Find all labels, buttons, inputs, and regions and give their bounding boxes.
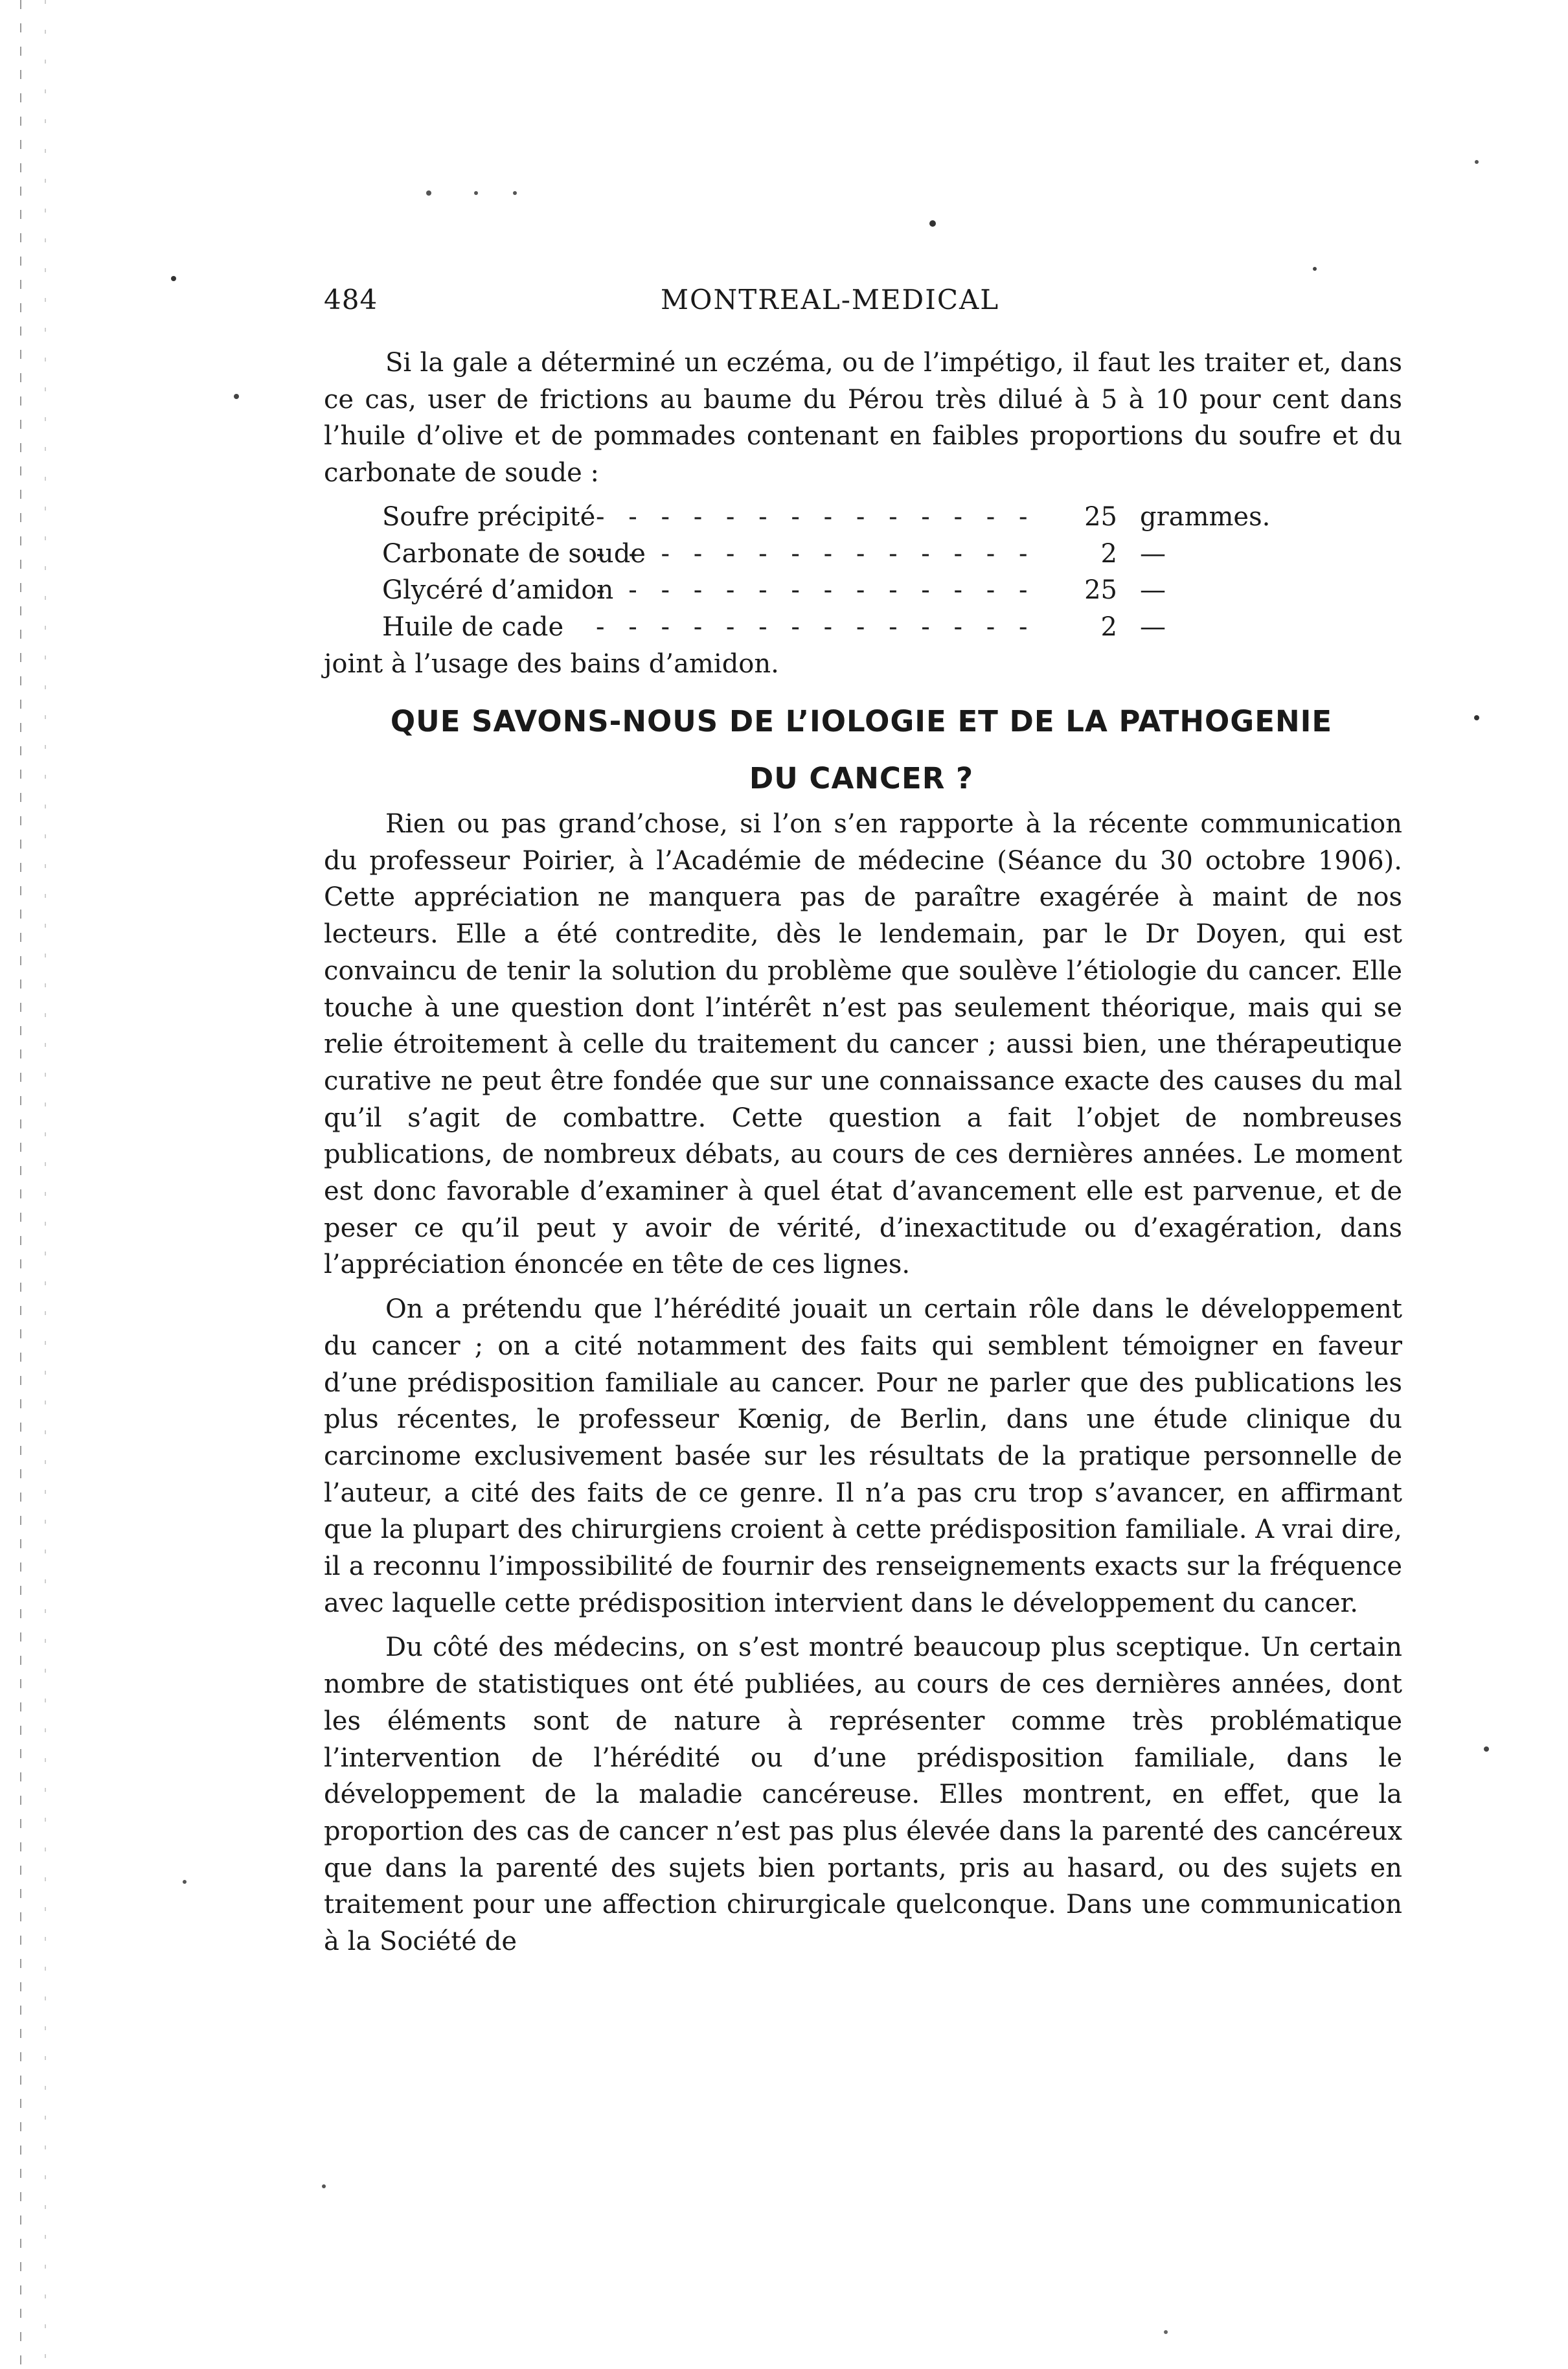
section-heading-line-2: DU CANCER ? <box>749 761 974 795</box>
leader-dashes: - - - - - - - - - - - - - - <box>596 575 1036 606</box>
ingredient-quantity: 2 <box>1100 612 1117 643</box>
page-number: 484 <box>324 284 378 315</box>
section-heading-line-1: QUE SAVONS-NOUS DE L’IOLOGIE ET DE LA PATHOGENIE <box>390 704 1333 738</box>
ingredient-unit: grammes. <box>1140 502 1271 532</box>
recipe-item <box>382 572 1289 609</box>
ingredient-name: Glycéré d’amidon <box>382 575 614 606</box>
intro-paragraph: Si la gale a déterminé un eczéma, ou de l’impétigo, il faut les traiter et, dans ce cas, user de frictions au baume du Pérou très dilué à 5 à 10 pour cent dans l’huile d’olive et de pommades contenant en faibles proportions du soufre et du carbonate de soude : <box>324 348 1402 488</box>
body-paragraph: On a prétendu que l’hérédité jouait un certain rôle dans le développement du cancer ; on a cité notamment des faits qui semblent témoigner en faveur d’une prédisposition familiale au cancer. Pour ne parler que des publications les plus récentes, le professeur Kœnig, de Berlin, dans une étude clinique du carcinome exclusivement basée sur les résultats de la pratique personnelle de l’auteur, a cité des faits de ce genre. Il n’a pas cru trop s’avancer, en affirmant que la plupart des chirurgiens croient à cette prédisposition familiale. A vrai dire, il a reconnu l’impossibilité de fournir des renseignements exacts sur la fréquence avec laquelle cette prédisposition intervient dans le développement du cancer. <box>324 1294 1402 1618</box>
ingredient-name: Huile de cade <box>382 612 564 643</box>
article-body <box>324 806 1402 1968</box>
leader-dashes: - - - - - - - - - - - - - - <box>596 612 1036 643</box>
intro-paragraph-block <box>324 345 1402 492</box>
leader-dashes: - - - - - - - - - - - - - - <box>596 502 1036 532</box>
body-paragraph: Rien ou pas grand’chose, si l’on s’en rapporte à la récente communication du professeur Poirier, à l’Académie de médecine (Séance du 30 octobre 1906). Cette appréciation ne manquera pas de paraître exagérée à maint de nos lecteurs. Elle a été contredite, dès le lendemain, par le Dr Doyen, qui est convaincu de tenir la solution du problème que soulève l’étiologie du cancer. Elle touche à une question dont l’intérêt n’est pas seulement théorique, mais qui se relie étroitement à celle du traitement du cancer ; aussi bien, une thérapeutique curative ne peut être fondée que sur une connaissance exacte des causes du mal qu’il s’agit de combattre. Cette question a fait l’objet de nombreuses publications, de nombreux débats, au cours de ces dernières années. Le moment est donc favorable d’examiner à quel état d’avancement elle est parvenue, et de peser ce qu’il peut y avoir de vérité, d’inexactitude ou d’exagération, dans l’appréciation énoncée en tête de ces lignes. <box>324 809 1402 1280</box>
ingredient-unit: — <box>1140 575 1166 606</box>
body-paragraph: Du côté des médecins, on s’est montré beaucoup plus sceptique. Un certain nombre de statistiques ont été publiées, au cours de ces dernières années, dont les éléments sont de nature à représenter comme très problématique l’intervention de l’hérédité ou d’une prédisposition familiale, dans le développement de la maladie cancéreuse. Elles montrent, en effet, que la proportion des cas de cancer n’est pas plus élevée dans la parenté des cancéreux que dans la parenté des sujets bien portants, pris au hasard, ou des sujets en traitement pour une affection chirurgicale quelconque. Dans une communication à la Société de <box>324 1632 1402 1957</box>
ingredient-quantity: 25 <box>1084 575 1117 606</box>
ingredient-quantity: 2 <box>1100 538 1117 569</box>
ingredient-unit: — <box>1140 538 1166 569</box>
ingredient-name: Soufre précipité <box>382 502 596 532</box>
ingredient-quantity: 25 <box>1084 502 1117 532</box>
ingredient-unit: — <box>1140 612 1166 643</box>
recipe-list <box>382 499 1289 646</box>
ingredient-name: Carbonate de soude <box>382 538 646 569</box>
recipe-item <box>382 609 1289 646</box>
recipe-item <box>382 536 1289 573</box>
section-heading <box>324 693 1399 807</box>
recipe-closing-line: joint à l’usage des bains d’amidon. <box>324 649 779 679</box>
recipe-item <box>382 499 1289 536</box>
leader-dashes: - - - - - - - - - - - - - - <box>596 538 1036 569</box>
page-header <box>324 284 1399 323</box>
running-title: MONTREAL-MEDICAL <box>661 284 1000 315</box>
